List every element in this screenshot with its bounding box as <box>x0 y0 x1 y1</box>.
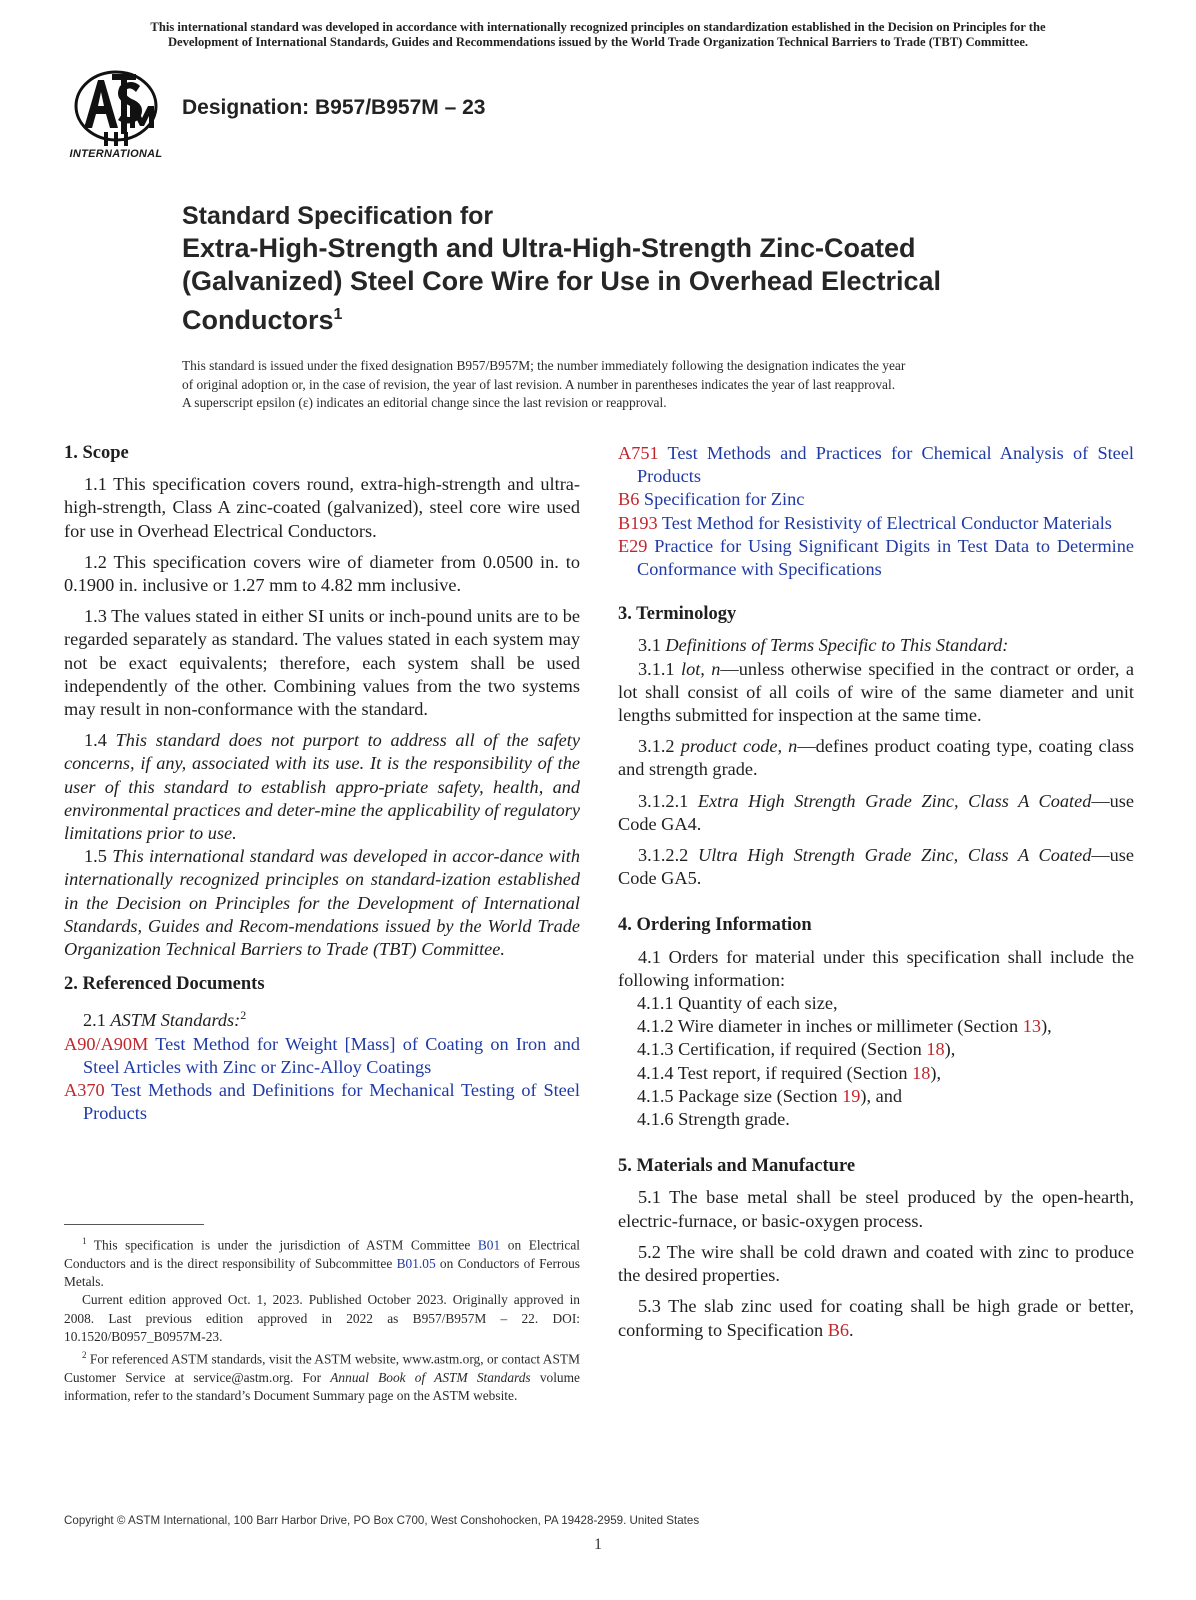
item-4-1-4: 4.1.4 Test report, if required (Section 18), <box>637 1062 942 1083</box>
ref-b6[interactable]: B6 Specification for Zinc <box>618 489 805 510</box>
link-b01[interactable]: B01 <box>477 1237 501 1253</box>
astm-logo-graphic <box>64 66 168 150</box>
ref-a90[interactable]: A90/A90M Test Method for Weight [Mass] of Coating on Iron and Steel Articles with Zinc or Zinc-Alloy Coatings <box>64 1033 580 1077</box>
para-5-2: 5.2 The wire shall be cold drawn and coated with zinc to produce the desired properties. <box>618 1241 1134 1286</box>
title-footnote-mark: 1 <box>333 306 343 323</box>
page-number: 1 <box>594 1536 602 1553</box>
link-b6[interactable]: B6 <box>827 1319 850 1340</box>
section-2-heading: 2. Referenced Documents <box>64 974 265 995</box>
ref-a751[interactable]: A751 Test Methods and Practices for Chemical Analysis of Steel Products <box>618 443 1134 487</box>
left-column <box>64 442 580 1126</box>
ref-a370[interactable]: A370 Test Methods and Definitions for Mechanical Testing of Steel Products <box>64 1080 580 1124</box>
link-section-18b[interactable]: 18 <box>912 1062 931 1083</box>
item-4-1-6: 4.1.6 Strength grade. <box>637 1109 790 1130</box>
footnote-2: $^2$ For referenced ASTM standards, visit the ASTM website, www.astm.org, or contact ASTM Customer Service at service@astm.org. For Annual Book of ASTM Standards volume information, refer to the standard’s Document Summary page on the ASTM website. <box>64 1350 580 1404</box>
para-3-1-2-1: 3.1.2.1 Extra High Strength Grade Zinc, Class A Coated—use Code GA4. <box>618 790 1135 834</box>
item-4-1-3: 4.1.3 Certification, if required (Section 18), <box>637 1039 956 1060</box>
link-section-13[interactable]: 13 <box>1022 1016 1042 1037</box>
item-4-1-5: 4.1.5 Package size (Section 19), and <box>637 1085 902 1106</box>
para-3-1: 3.1 Definitions of Terms Specific to This Standard: <box>638 635 1009 656</box>
astm-logo-icon <box>64 66 168 166</box>
link-b01-05[interactable]: B01.05 <box>396 1255 436 1271</box>
para-1-1: 1.1 This specification covers round, extra-high-strength and ultra-high-strength, Class A zinc-coated (galvanized), steel core wire used for use in Overhead Electrical Conductors. <box>64 474 580 541</box>
footnotes <box>64 1232 580 1406</box>
title-line2: Extra-High-Strength and Ultra-High-Strength Zinc-Coated <box>182 233 916 263</box>
wto-notice-line1: This international standard was developed in accordance with internationally recognized principles on standardization established in the Decision on Principles for the <box>150 20 1046 34</box>
section-4-heading: 4. Ordering Information <box>618 915 812 936</box>
issue-note-line1: This standard is issued under the fixed designation B957/B957M; the number immediately following the designation indicates the year <box>182 358 906 373</box>
para-1-5: 1.5 This international standard was developed in accor-dance with internationally recognized principles on standard-ization established in the Decision on Principles for the Development of International Standards, Guides and Recom-mendations issued by the World Trade Organization Technical Barriers to Trade (TBT) Committee. <box>64 846 580 960</box>
para-4-1: 4.1 Orders for material under this specification shall include the following information: <box>618 946 1134 990</box>
designation: Designation: B957/B957M – 23 <box>182 96 486 119</box>
section-1-heading: 1. Scope <box>64 443 129 463</box>
title-line3: (Galvanized) Steel Core Wire for Use in Overhead Electrical <box>182 266 942 296</box>
copyright: Copyright © ASTM International, 100 Barr Harbor Drive, PO Box C700, West Conshohocken, PA 19428-2959. United States <box>64 1514 700 1527</box>
right-column <box>618 442 1134 1342</box>
footnote-1-edition: Current edition approved Oct. 1, 2023. Published October 2023. Originally approved in 2008. Last previous edition approved in 2022 as B957/B957M – 22. DOI: 10.1520/B0957_B0957M-23. <box>64 1292 580 1344</box>
document-title <box>182 200 1082 337</box>
item-4-1-2: 4.1.2 Wire diameter in inches or millimeter (Section 13), <box>637 1016 1052 1037</box>
wto-notice-line2: Development of International Standards, Guides and Recommendations issued by the World Trade Organization Technical Barriers to Trade (TBT) Committee. <box>167 35 1029 49</box>
para-3-1-2: 3.1.2 product code, n—defines product coating type, coating class and strength grade. <box>618 736 1134 780</box>
para-1-2: 1.2 This specification covers wire of diameter from 0.0500 in. to 0.1900 in. inclusive or 1.27 mm to 4.82 mm inclusive. <box>64 551 580 596</box>
para-2-1: 2.1 ASTM Standards:$^2$ <box>83 1008 247 1031</box>
section-5-heading: 5. Materials and Manufacture <box>618 1156 856 1177</box>
link-section-18[interactable]: 18 <box>926 1039 945 1060</box>
para-1-4: 1.4 This standard does not purport to address all of the safety concerns, if any, associated with its use. It is the responsibility of the user of this standard to establish appro-priate safety, health, and environmental practices and deter-mine the applicability of regulatory limitations prior to use. <box>64 730 580 844</box>
title-line1: Standard Specification for <box>182 202 494 230</box>
para-5-3: 5.3 The slab zinc used for coating shall be high grade or better, conforming to Specification B6. <box>618 1296 1134 1340</box>
footnote-1: $^1$ This specification is under the jurisdiction of ASTM Committee B01 on Electrical Conductors and is the direct responsibility of Subcommittee B01.05 on Conductors of Ferrous Metals. <box>64 1236 580 1290</box>
para-1-3: 1.3 The values stated in either SI units or inch-pound units are to be regarded separately as standard. The values stated in each system may not be exact equivalents; therefore, each system shall be used independently of the other. Combining values from the two systems may result in non-conformance with the standard. <box>64 606 580 720</box>
title-line4: Conductors <box>182 305 334 335</box>
issue-note-line2: of original adoption or, in the case of revision, the year of last revision. A number in parentheses indicates the year of last reapproval. <box>182 376 896 392</box>
para-3-1-2-2: 3.1.2.2 Ultra High Strength Grade Zinc, Class A Coated—use Code GA5. <box>618 845 1135 889</box>
wto-notice <box>60 20 1136 50</box>
footnote-divider <box>64 1224 204 1225</box>
item-4-1-1: 4.1.1 Quantity of each size, <box>637 993 838 1014</box>
ref-b193[interactable]: B193 Test Method for Resistivity of Electrical Conductor Materials <box>618 512 1112 533</box>
para-5-1: 5.1 The base metal shall be steel produced by the open-hearth, electric-furnace, or basic-oxygen process. <box>618 1187 1134 1231</box>
ref-e29[interactable]: E29 Practice for Using Significant Digits in Test Data to Determine Conformance with Specifications <box>618 535 1134 580</box>
link-section-19[interactable]: 19 <box>842 1085 861 1106</box>
issue-note-line3: A superscript epsilon (ε) indicates an editorial change since the last revision or reapproval. <box>182 395 667 410</box>
para-3-1-1: 3.1.1 lot, n—unless otherwise specified in the contract or order, a lot shall consist of all coils of wire of the same diameter and unit lengths submitted for inspection at the same time. <box>618 658 1134 726</box>
astm-wordmark: INTERNATIONAL <box>69 148 163 160</box>
issue-note <box>182 357 1022 413</box>
section-3-heading: 3. Terminology <box>618 604 737 625</box>
